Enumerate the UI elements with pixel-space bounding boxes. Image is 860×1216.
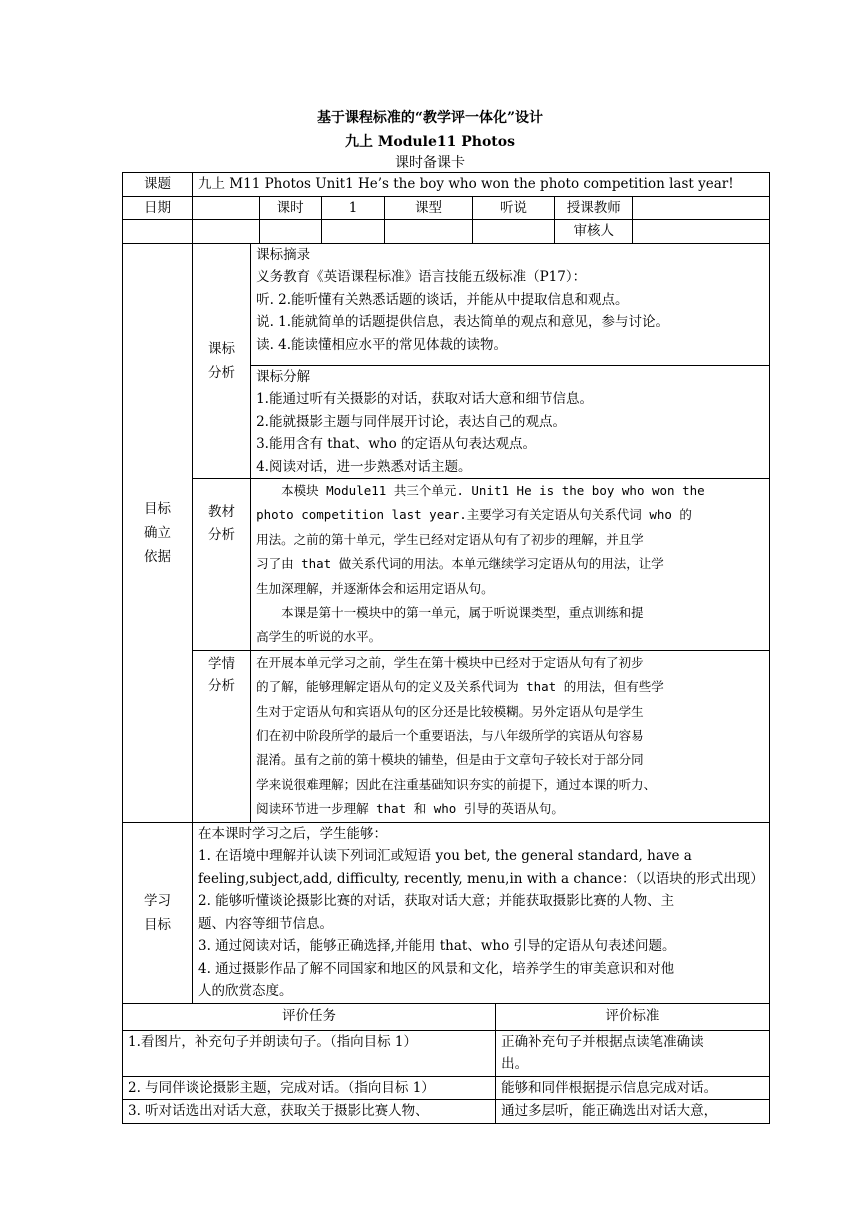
teacher-value [633, 196, 769, 220]
card-title: 课时备课卡 [395, 155, 465, 171]
material-analysis-label: 教材 分析 [193, 479, 251, 651]
eval-standard-cell: 通过多层听，能正确选出对话大意， [496, 1100, 770, 1124]
teacher-label: 授课教师 [555, 196, 633, 220]
type-label: 课型 [385, 196, 473, 220]
date-label: 日期 [123, 196, 193, 220]
goals-label: 学习 目标 [123, 822, 193, 1003]
goals-cell: 在本课时学习之后，学生能够： 1. 在语境中理解并认读下列词汇或短语 you bet, the general standard, have a feeling,subject,add, difficulty, recently, menu,in with a chance：（以语块的形式出现） 2. 能够听懂谈论摄影比赛的对话，获取对话大意；并能获取摄影比赛的人物、主 题、内容等细节信息。 3. 通过阅读对话，能够正确选择,并能用 that、who 引导的定语从句表述问题。 4. 通过摄影作品了解不同国家和地区的风景和文化，培养学生的审美意识和对他 人的欣赏态度。 [193, 822, 770, 1003]
document-subtitle: 九上 Module11 Photos [345, 134, 515, 150]
blank-cell [259, 220, 321, 244]
learner-analysis-label: 学情 分析 [193, 650, 251, 822]
type-value: 听说 [472, 196, 554, 220]
reviewer-value [633, 220, 769, 244]
document-title: 基于课程标准的“教学评一体化”设计 [316, 110, 544, 126]
eval-standard-header: 评价标准 [496, 1003, 770, 1030]
learner-analysis-cell: 在开展本单元学习之前，学生在第十模块中已经对于定语从句有了初步 的了解，能够理解定语从句的定义及关系代词为 that 的用法，但有些学 生对于定语从句和宾语从句的区分还是比较模糊。另外定语从句是学生 们在初中阶段所学的最后一个重要语法，与八年级所学的宾语从句容易 混淆。虽有之前的第十模块的铺垫，但是由于文章句子较长对于部分同 学来说很难理解；因此在注重基础知识夯实的前提下，通过本课的听力、 阅读环节进一步理解 that 和 who 引导的英语从句。 [251, 650, 770, 822]
eval-standard-cell: 正确补充句子并根据点读笔准确读 出。 [496, 1030, 770, 1076]
lesson-plan-table [122, 172, 770, 1124]
blank-cell [385, 220, 473, 244]
std-breakdown-cell: 课标分解 1.能通过听有关摄影的对话，获取对话大意和细节信息。 2.能就摄影主题与同伴展开讨论，表达自己的观点。 3.能用含有 that、who 的定语从句表达观点。 4.阅读对话，进一步熟悉对话主题。 [251, 365, 770, 479]
blank-cell [472, 220, 554, 244]
date-value [193, 196, 260, 220]
blank-cell [193, 220, 260, 244]
blank-cell [321, 220, 384, 244]
period-value: 1 [321, 196, 384, 220]
eval-task-header: 评价任务 [123, 1003, 496, 1030]
std-excerpt-cell: 课标摘录 义务教育《英语课程标准》语言技能五级标准（P17）： 听. 2.能听懂有关熟悉话题的谈话，并能从中提取信息和观点。 说. 1.能就简单的话题提供信息，表达简单的观点和意见，参与讨论。 读. 4.能读懂相应水平的常见体裁的读物。 [251, 243, 770, 365]
reviewer-label: 审核人 [555, 220, 633, 244]
blank-cell [123, 220, 193, 244]
eval-task-cell: 3. 听对话选出对话大意，获取关于摄影比赛人物、 [123, 1100, 496, 1124]
eval-task-cell: 2. 与同伴谈论摄影主题，完成对话。（指向目标 1） [123, 1076, 496, 1100]
period-label: 课时 [259, 196, 321, 220]
topic-label: 课题 [123, 173, 193, 197]
basis-label: 目标 确立 依据 [123, 243, 193, 822]
eval-task-cell: 1.看图片，补充句子并朗读句子。（指向目标 1） [123, 1030, 496, 1076]
std-analysis-label: 课标 分析 [193, 243, 251, 479]
material-analysis-cell: 本模块 Module11 共三个单元. Unit1 He is the boy who won the photo competition last year.主要学习有关定语从句关系代词 who 的 用法。之前的第十单元，学生已经对定语从句有了初步的理解，并且学 习了由 that 做关系代词的用法。本单元继续学习定语从句的用法，让学 生加深理解，并逐渐体会和运用定语从句。 本课是第十一模块中的第一单元，属于听说课类型，重点训练和提 高学生的听说的水平。 [251, 479, 770, 651]
eval-standard-cell: 能够和同伴根据提示信息完成对话。 [496, 1076, 770, 1100]
topic-value: 九上 M11 Photos Unit1 He’s the boy who won the photo competition last year! [193, 173, 770, 197]
